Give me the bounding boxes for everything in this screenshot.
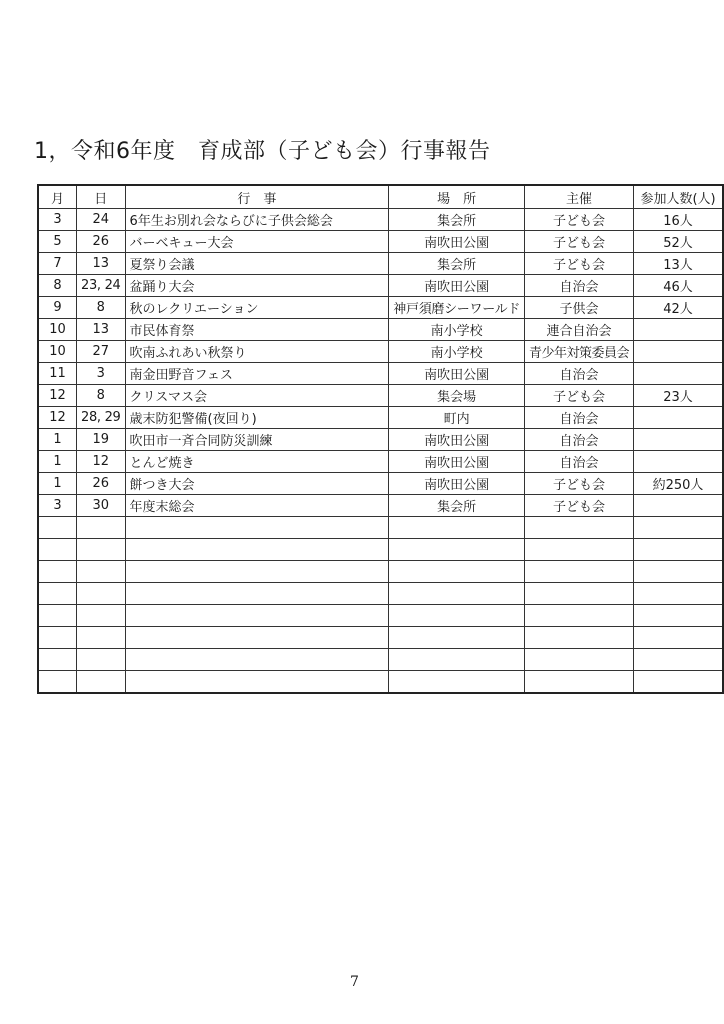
table-header-row	[38, 185, 723, 209]
cell-host: 子ども会	[525, 495, 634, 517]
cell-place: 南小学校	[389, 319, 525, 341]
table-row	[38, 209, 723, 231]
empty-table-row	[38, 517, 723, 539]
table-row	[38, 363, 723, 385]
empty-cell	[634, 671, 723, 694]
empty-cell	[125, 561, 389, 583]
empty-cell	[38, 649, 76, 671]
empty-cell	[76, 649, 125, 671]
empty-table-row	[38, 649, 723, 671]
empty-cell	[125, 539, 389, 561]
empty-table-row	[38, 627, 723, 649]
cell-place: 南小学校	[389, 341, 525, 363]
empty-cell	[38, 517, 76, 539]
cell-month: 3	[38, 495, 76, 517]
page-number: 7	[350, 974, 359, 990]
cell-day: 27	[76, 341, 125, 363]
cell-host: 子ども会	[525, 385, 634, 407]
cell-event: 盆踊り大会	[125, 275, 389, 297]
empty-cell	[389, 583, 525, 605]
empty-cell	[525, 671, 634, 694]
empty-cell	[525, 605, 634, 627]
cell-day: 28, 29	[76, 407, 125, 429]
cell-event: バーベキュー大会	[125, 231, 389, 253]
cell-place: 南吹田公園	[389, 473, 525, 495]
cell-month: 12	[38, 385, 76, 407]
cell-day: 23, 24	[76, 275, 125, 297]
cell-event: 6年生お別れ会ならびに子供会総会	[125, 209, 389, 231]
empty-cell	[38, 583, 76, 605]
table-row	[38, 451, 723, 473]
table-row	[38, 253, 723, 275]
cell-day: 13	[76, 319, 125, 341]
cell-month: 11	[38, 363, 76, 385]
empty-cell	[76, 517, 125, 539]
empty-cell	[125, 605, 389, 627]
cell-event: 市民体育祭	[125, 319, 389, 341]
empty-table-row	[38, 671, 723, 694]
cell-month: 8	[38, 275, 76, 297]
empty-cell	[389, 539, 525, 561]
cell-day: 19	[76, 429, 125, 451]
cell-participants	[634, 451, 723, 473]
cell-host: 子ども会	[525, 253, 634, 275]
cell-host: 子ども会	[525, 209, 634, 231]
cell-month: 7	[38, 253, 76, 275]
cell-participants	[634, 319, 723, 341]
table-row	[38, 231, 723, 253]
empty-cell	[525, 583, 634, 605]
cell-event: 秋のレクリエーション	[125, 297, 389, 319]
empty-cell	[634, 517, 723, 539]
empty-cell	[525, 517, 634, 539]
empty-cell	[634, 561, 723, 583]
cell-participants: 16人	[634, 209, 723, 231]
cell-month: 3	[38, 209, 76, 231]
empty-cell	[38, 671, 76, 694]
empty-cell	[125, 649, 389, 671]
cell-month: 12	[38, 407, 76, 429]
table-body	[38, 209, 723, 694]
empty-cell	[125, 671, 389, 694]
cell-host: 連合自治会	[525, 319, 634, 341]
cell-day: 24	[76, 209, 125, 231]
cell-place: 南吹田公園	[389, 363, 525, 385]
cell-month: 10	[38, 319, 76, 341]
header-place: 場 所	[389, 185, 525, 209]
empty-table-row	[38, 605, 723, 627]
cell-place: 集会場	[389, 385, 525, 407]
table-row	[38, 297, 723, 319]
empty-cell	[76, 561, 125, 583]
cell-participants: 52人	[634, 231, 723, 253]
cell-host: 青少年対策委員会	[525, 341, 634, 363]
cell-day: 26	[76, 473, 125, 495]
empty-cell	[389, 627, 525, 649]
cell-host: 自治会	[525, 407, 634, 429]
cell-day: 30	[76, 495, 125, 517]
cell-month: 10	[38, 341, 76, 363]
cell-host: 自治会	[525, 429, 634, 451]
empty-cell	[389, 605, 525, 627]
cell-host: 自治会	[525, 275, 634, 297]
cell-event: とんど焼き	[125, 451, 389, 473]
cell-participants	[634, 407, 723, 429]
cell-day: 13	[76, 253, 125, 275]
empty-cell	[125, 627, 389, 649]
empty-table-row	[38, 561, 723, 583]
cell-day: 26	[76, 231, 125, 253]
cell-place: 南吹田公園	[389, 429, 525, 451]
cell-event: クリスマス会	[125, 385, 389, 407]
cell-month: 9	[38, 297, 76, 319]
cell-place: 南吹田公園	[389, 275, 525, 297]
table-row	[38, 429, 723, 451]
empty-cell	[525, 539, 634, 561]
cell-event: 歳末防犯警備(夜回り)	[125, 407, 389, 429]
header-month: 月	[38, 185, 76, 209]
empty-cell	[634, 627, 723, 649]
empty-cell	[634, 539, 723, 561]
table-row	[38, 275, 723, 297]
empty-cell	[125, 583, 389, 605]
empty-cell	[38, 539, 76, 561]
empty-cell	[76, 605, 125, 627]
table-row	[38, 473, 723, 495]
cell-month: 1	[38, 473, 76, 495]
empty-table-row	[38, 539, 723, 561]
empty-cell	[525, 627, 634, 649]
cell-participants: 13人	[634, 253, 723, 275]
cell-host: 子ども会	[525, 231, 634, 253]
empty-cell	[38, 561, 76, 583]
header-event: 行 事	[125, 185, 389, 209]
cell-participants: 46人	[634, 275, 723, 297]
cell-participants: 約250人	[634, 473, 723, 495]
page-title: 1，令和6年度 育成部（子ども会）行事報告	[34, 139, 491, 164]
cell-month: 1	[38, 429, 76, 451]
cell-place: 集会所	[389, 495, 525, 517]
empty-cell	[125, 517, 389, 539]
cell-participants	[634, 429, 723, 451]
cell-day: 8	[76, 297, 125, 319]
cell-place: 南吹田公園	[389, 451, 525, 473]
empty-cell	[389, 561, 525, 583]
empty-table-row	[38, 583, 723, 605]
cell-event: 年度末総会	[125, 495, 389, 517]
empty-cell	[525, 561, 634, 583]
cell-participants	[634, 341, 723, 363]
cell-month: 5	[38, 231, 76, 253]
empty-cell	[38, 605, 76, 627]
cell-place: 集会所	[389, 253, 525, 275]
cell-place: 南吹田公園	[389, 231, 525, 253]
empty-cell	[389, 517, 525, 539]
table-row	[38, 385, 723, 407]
cell-day: 3	[76, 363, 125, 385]
table-row	[38, 407, 723, 429]
cell-event: 南金田野音フェス	[125, 363, 389, 385]
table-row	[38, 319, 723, 341]
empty-cell	[525, 649, 634, 671]
cell-host: 子ども会	[525, 473, 634, 495]
empty-cell	[76, 671, 125, 694]
empty-cell	[634, 649, 723, 671]
cell-place: 町内	[389, 407, 525, 429]
cell-participants: 23人	[634, 385, 723, 407]
cell-host: 自治会	[525, 363, 634, 385]
cell-event: 吹田市一斉合同防災訓練	[125, 429, 389, 451]
table-row	[38, 341, 723, 363]
header-host: 主催	[525, 185, 634, 209]
empty-cell	[634, 583, 723, 605]
empty-cell	[389, 671, 525, 694]
cell-host: 子供会	[525, 297, 634, 319]
empty-cell	[76, 539, 125, 561]
cell-day: 12	[76, 451, 125, 473]
cell-event: 吹南ふれあい秋祭り	[125, 341, 389, 363]
empty-cell	[76, 583, 125, 605]
cell-participants	[634, 363, 723, 385]
cell-event: 夏祭り会議	[125, 253, 389, 275]
header-day: 日	[76, 185, 125, 209]
empty-cell	[634, 605, 723, 627]
empty-cell	[389, 649, 525, 671]
cell-host: 自治会	[525, 451, 634, 473]
empty-cell	[38, 627, 76, 649]
event-report-table	[37, 184, 724, 694]
header-participants: 参加人数(人)	[634, 185, 723, 209]
cell-month: 1	[38, 451, 76, 473]
cell-participants: 42人	[634, 297, 723, 319]
cell-participants	[634, 495, 723, 517]
table-row	[38, 495, 723, 517]
cell-place: 集会所	[389, 209, 525, 231]
empty-cell	[76, 627, 125, 649]
cell-event: 餅つき大会	[125, 473, 389, 495]
cell-day: 8	[76, 385, 125, 407]
cell-place: 神戸須磨シーワールド	[389, 297, 525, 319]
